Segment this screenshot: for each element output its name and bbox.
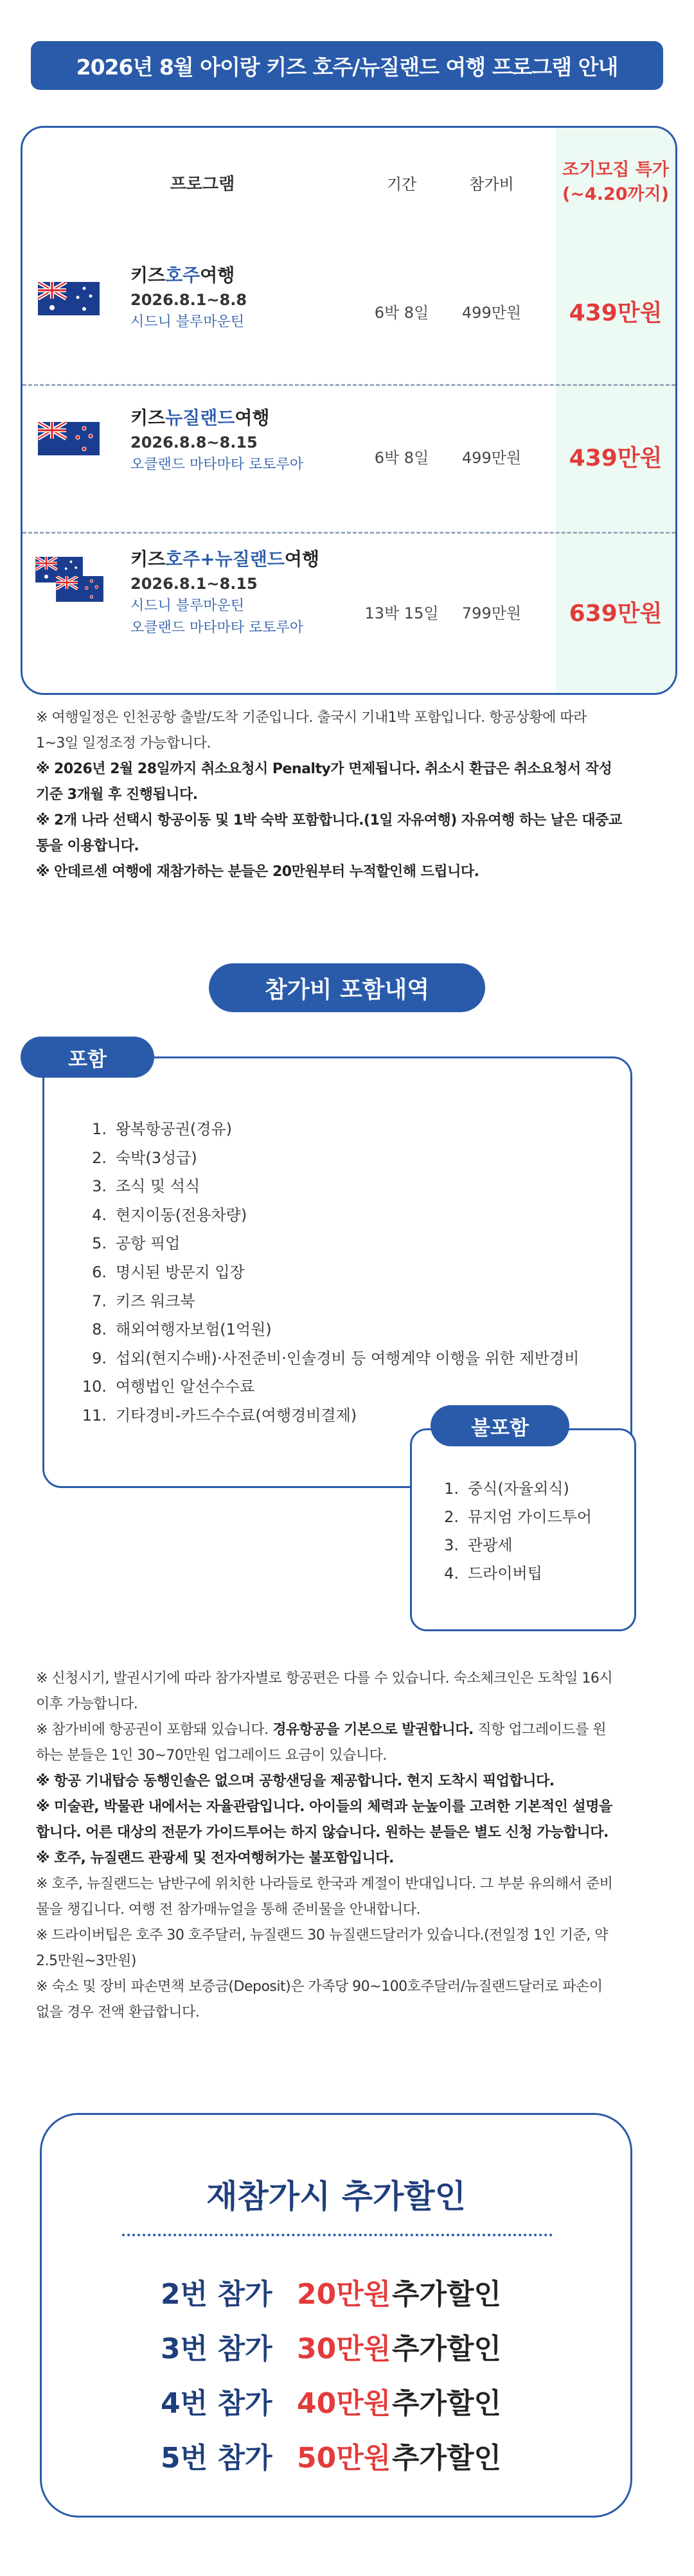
header-fee: 참가비 [469, 175, 514, 193]
note-line: ※ 미술관, 박물관 내에서는 자율관람입니다. 아이들의 체력과 눈높이를 고려한 기본적인 설명을 [36, 1799, 612, 1815]
note-line: ※ 참가비에 항공권이 포함돼 있습니다. 경유항공을 기본으로 발권합니다. 직항 업그레이드를 원 [36, 1722, 607, 1738]
program-early-price: 439만원 [569, 445, 663, 471]
discount-list [161, 2267, 501, 2485]
australia-flag-icon [38, 282, 100, 315]
note-line: 통을 이용합니다. [36, 838, 139, 854]
new-zealand-flag-icon [38, 422, 100, 455]
program-early-price: 639만원 [569, 600, 663, 627]
list-item: 9. 섭외(현지수배)·사전준비·인솔경비 등 여행계약 이행을 위한 제반경비 [92, 1349, 580, 1367]
note-line: ※ 2개 나라 선택시 항공이동 및 1박 숙박 포함합니다.(1일 자유여행) 자유여행 하는 날은 대중교 [36, 812, 622, 828]
header-program: 프로그램 [170, 174, 235, 194]
list-item: 10. 여행법인 알선수수료 [82, 1378, 255, 1396]
program-date: 2026.8.8~8.15 [130, 434, 258, 451]
discount-row: 5번 참가 50만원추가할인 [161, 2442, 502, 2475]
program-fee: 799만원 [461, 604, 522, 622]
program-duration: 6박 8일 [374, 304, 429, 322]
header-early-line1: 조기모집 특가 [562, 160, 669, 180]
note-line: 이후 가능합니다. [36, 1696, 138, 1712]
page-title-banner: 2026년 8월 아이랑 키즈 호주/뉴질랜드 여행 프로그램 안내 [31, 41, 663, 90]
program-info [130, 405, 303, 476]
table-row [22, 386, 675, 534]
program-notes [36, 705, 666, 885]
note-line: ※ 2026년 2월 28일까지 취소요청시 Penalty가 면제됩니다. 취소시 환급은 취소요청서 작성 [36, 761, 612, 777]
included-list [76, 1115, 579, 1430]
excluded-list [441, 1475, 592, 1588]
note-line: 없을 경우 전액 환급합니다. [36, 2004, 200, 2020]
note-line: ※ 호주, 뉴질랜드 관광세 및 전자여행허가는 불포함입니다. [36, 1850, 394, 1866]
list-item: 6. 명시된 방문지 입장 [92, 1263, 245, 1281]
program-duration: 13박 15일 [364, 604, 439, 622]
list-item: 3. 조식 및 석식 [92, 1177, 200, 1196]
discount-title: 재참가시 추가할인 [206, 2178, 466, 2215]
program-date: 2026.8.1~8.8 [130, 291, 247, 309]
table-header [22, 128, 675, 237]
note-line: ※ 드라이버팁은 호주 30 호주달러, 뉴질랜드 30 뉴질랜드달러가 있습니다.(전일정 1인 기준, 약 [36, 1927, 608, 1943]
dotted-divider [122, 2234, 553, 2236]
program-location: 오클랜드 마타마타 로토루아 [130, 457, 304, 473]
note-line: 물을 챙깁니다. 여행 전 참가매뉴얼을 통해 준비물을 안내합니다. [36, 1902, 420, 1918]
included-label: 포함 [21, 1037, 154, 1078]
list-item: 3. 관광세 [444, 1536, 513, 1554]
note-line: ※ 안데르센 여행에 재참가하는 분들은 20만원부터 누적할인해 드립니다. [36, 864, 479, 880]
note-line: ※ 숙소 및 장비 파손면책 보증금(Deposit)은 가족당 90~100호주달러/뉴질랜드달러로 파손이 [36, 1979, 603, 1995]
note-line: 2.5만원~3만원) [36, 1953, 137, 1969]
header-early-line2: (~4.20까지) [562, 184, 670, 204]
list-item: 8. 해외여행자보험(1억원) [92, 1320, 272, 1339]
table-row [22, 534, 675, 693]
note-line: ※ 여행일정은 인천공항 출발/도착 기준입니다. 출국시 기내1박 포함입니다. 항공상황에 따라 [36, 710, 587, 726]
note-line: ※ 호주, 뉴질랜드는 남반구에 위치한 나라들로 한국과 계절이 반대입니다. 그 부분 유의해서 준비 [36, 1876, 613, 1892]
note-line: ※ 항공 기내탑승 동행인솔은 없으며 공항샌딩을 제공합니다. 현지 도착시 픽업합니다. [36, 1773, 555, 1789]
program-fee: 499만원 [461, 449, 522, 467]
list-item: 11. 기타경비-카드수수료(여행경비결제) [82, 1406, 357, 1424]
program-table [21, 126, 677, 695]
program-name: 키즈호주여행 [130, 265, 235, 286]
header-early-price [556, 128, 675, 237]
program-name: 키즈호주+뉴질랜드여행 [130, 548, 319, 570]
note-line: 기준 3개월 후 진행됩니다. [36, 787, 198, 803]
list-item: 7. 키즈 워크북 [92, 1292, 195, 1310]
program-location: 시드니 블루마운틴 [130, 314, 245, 330]
program-info [130, 263, 247, 333]
list-item: 1. 왕복항공권(경유) [92, 1120, 233, 1138]
header-duration: 기간 [386, 175, 417, 193]
program-fee: 499만원 [461, 304, 522, 322]
list-item: 5. 공항 픽업 [92, 1234, 181, 1253]
program-info [130, 547, 319, 639]
program-location: 오클랜드 마타마타 로토루아 [130, 620, 304, 636]
list-item: 4. 현지이동(전용차량) [92, 1205, 247, 1224]
program-duration: 6박 8일 [374, 449, 429, 467]
new-zealand-flag-icon [56, 576, 103, 602]
program-early-price: 439만원 [569, 300, 663, 326]
discount-row: 4번 참가 40만원추가할인 [161, 2387, 502, 2420]
note-line: 하는 분들은 1인 30~70만원 업그레이드 요금이 있습니다. [36, 1748, 387, 1764]
inclusions-section-title: 참가비 포함내역 [209, 963, 485, 1012]
table-row [22, 237, 675, 386]
program-date: 2026.8.1~8.15 [130, 575, 258, 593]
excluded-label: 불포함 [431, 1405, 569, 1446]
list-item: 1. 중식(자율외식) [444, 1480, 569, 1498]
discount-row: 3번 참가 30만원추가할인 [161, 2333, 502, 2365]
note-line: 1~3일 일정조정 가능합니다. [36, 735, 211, 751]
list-item: 2. 뮤지엄 가이드투어 [444, 1508, 592, 1526]
note-line: 합니다. 어른 대상의 전문가 가이드투어는 하지 않습니다. 원하는 분들은 별도 신청 가능합니다. [36, 1825, 609, 1841]
discount-row: 2번 참가 20만원추가할인 [161, 2278, 502, 2311]
list-item: 2. 숙박(3성급) [92, 1148, 197, 1167]
program-location: 시드니 블루마운틴 [130, 598, 245, 614]
program-name: 키즈뉴질랜드여행 [130, 407, 270, 428]
list-item: 4. 드라이버팁 [444, 1564, 542, 1582]
fee-notes [36, 1666, 658, 2026]
note-line: ※ 신청시기, 발권시기에 따라 참가자별로 항공편은 다를 수 있습니다. 숙소체크인은 도착일 16시 [36, 1670, 613, 1687]
